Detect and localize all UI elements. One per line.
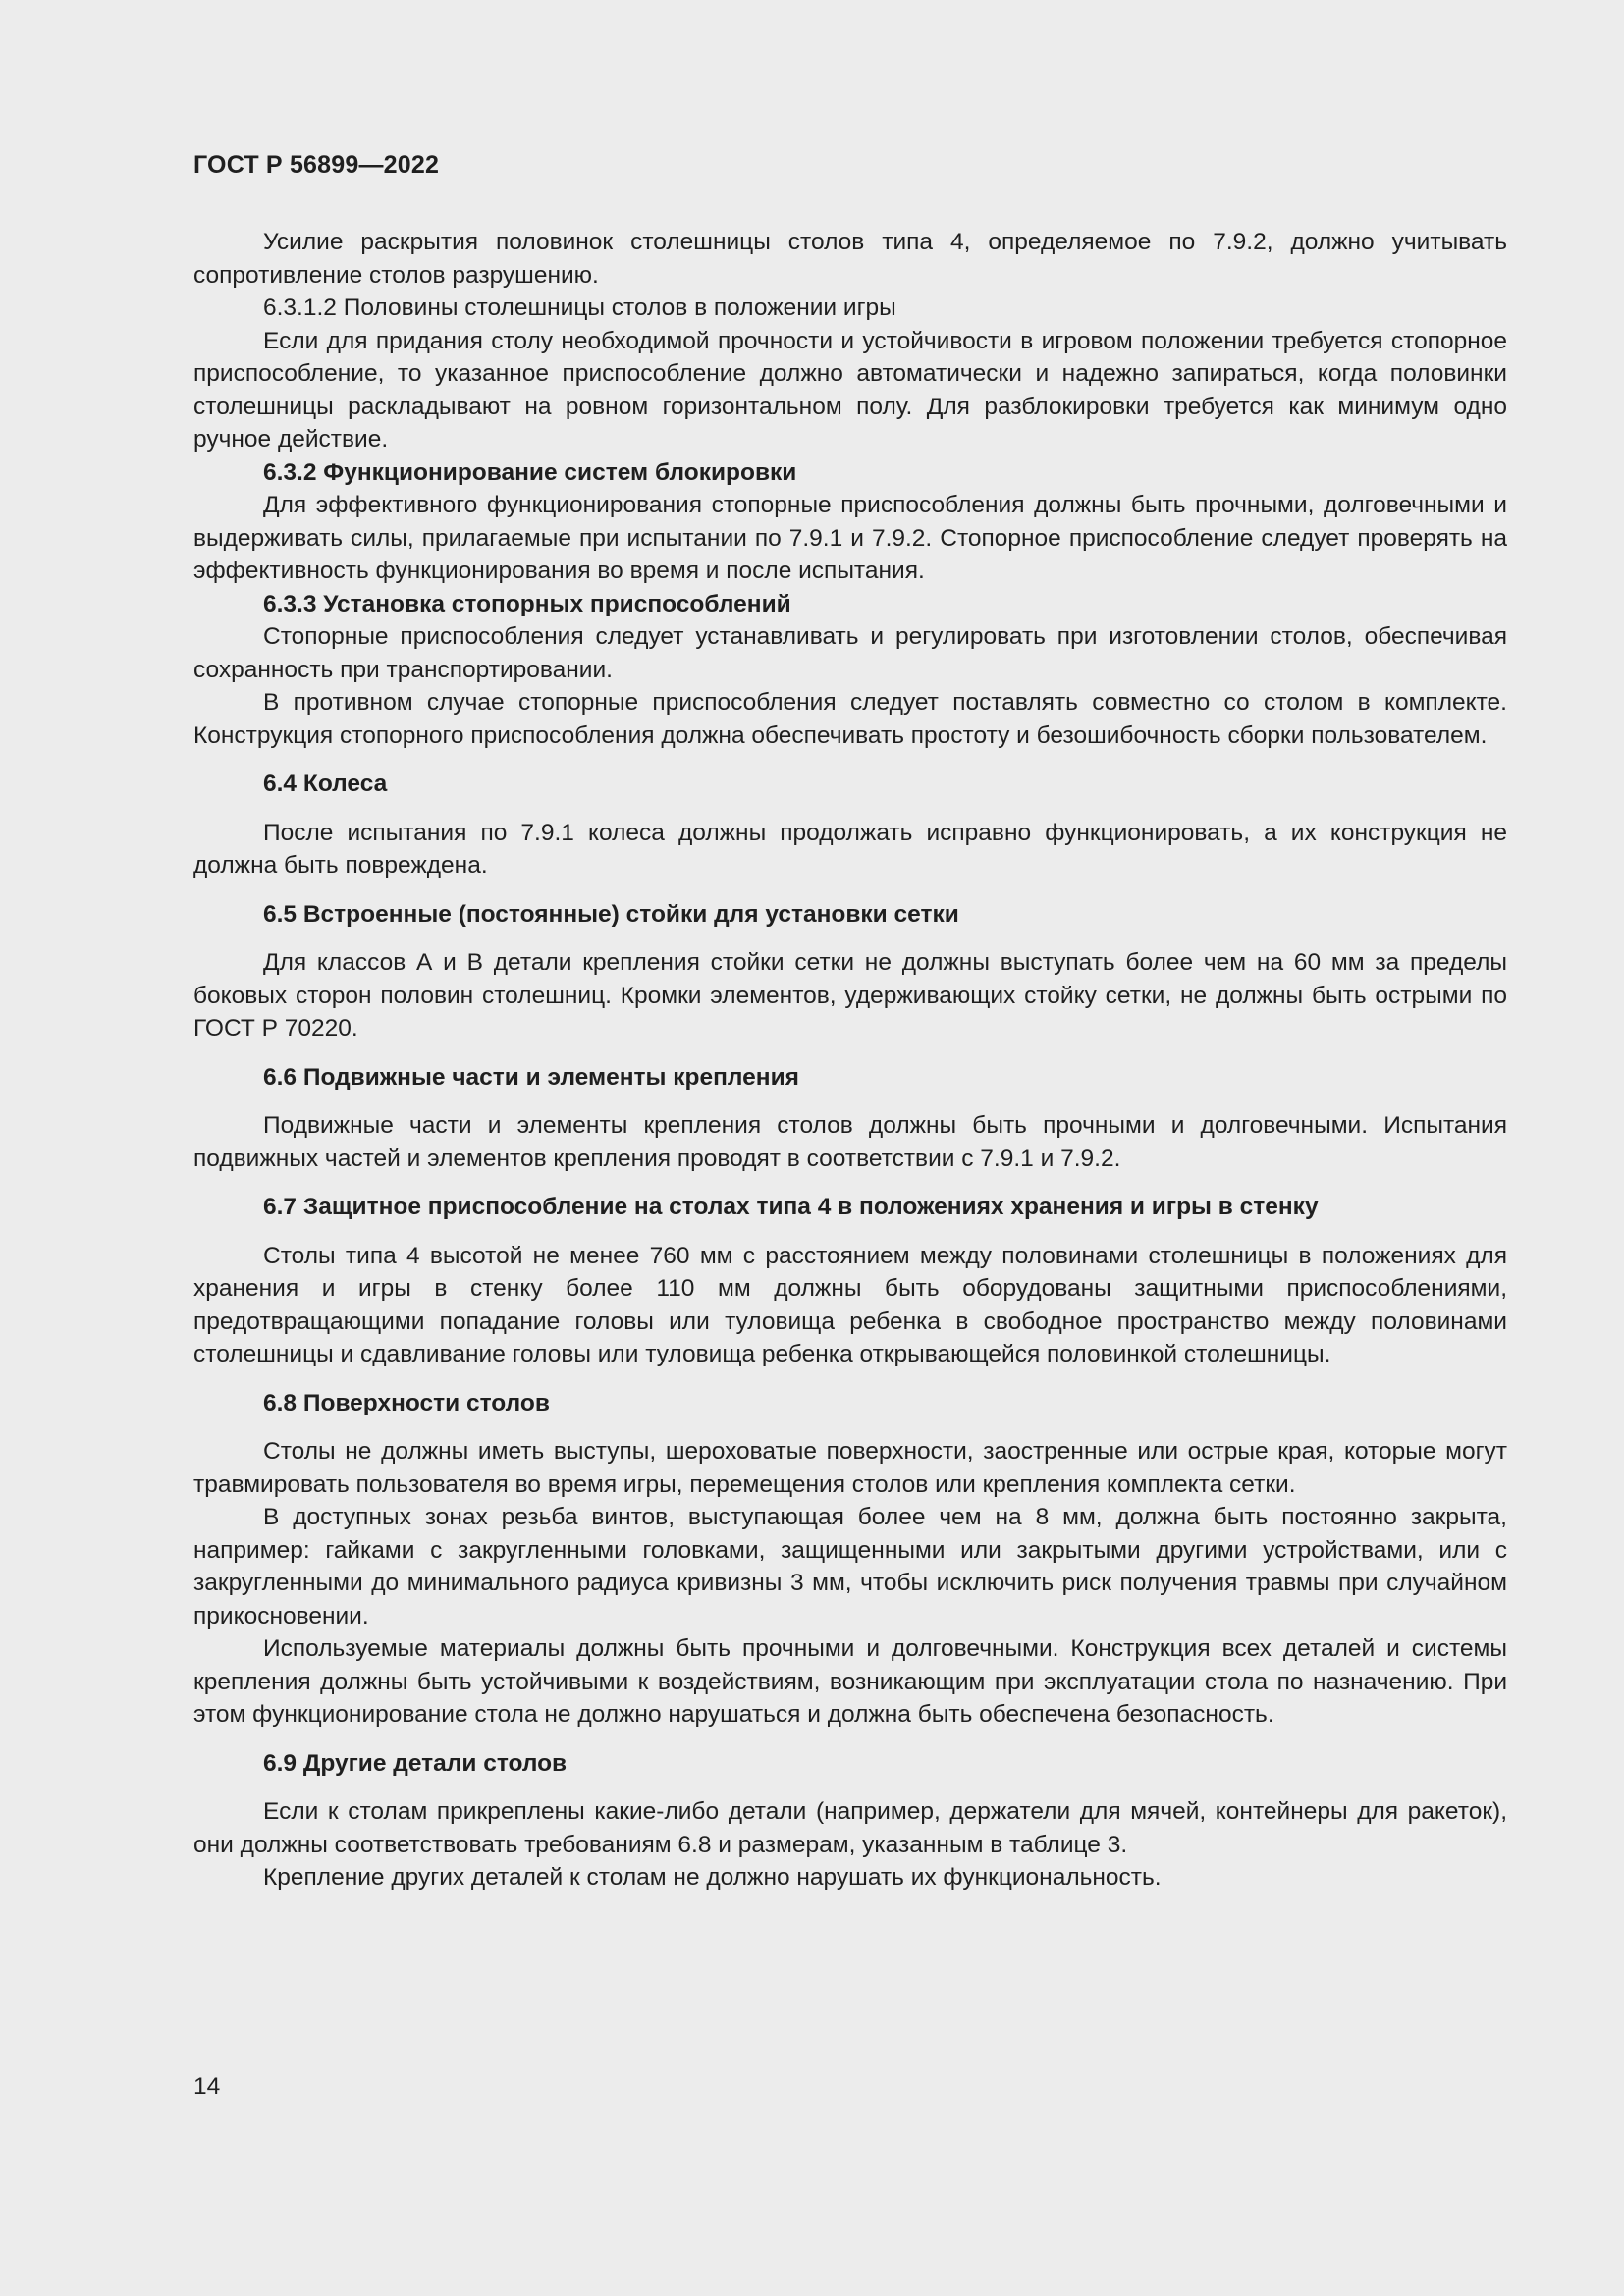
paragraph: Усилие раскрытия половинок столешницы столов типа 4, определяемое по 7.9.2, должно учитывать сопротивление столов разрушению. (193, 229, 1507, 289)
paragraph: Для классов А и В детали крепления стойки сетки не должны выступать более чем на 60 мм за пределы боковых сторон половин столешниц. Кромки элементов, удерживающих стойку сетки, не должны быть острыми по ГОСТ Р 70220. (193, 949, 1507, 1041)
paragraph: После испытания по 7.9.1 колеса должны продолжать исправно функционировать, а их конструкция не должна быть повреждена. (193, 819, 1507, 879)
section-heading: 6.8 Поверхности столов (263, 1389, 550, 1416)
section-heading: 6.7 Защитное приспособление на столах типа 4 в положениях хранения и игры в стенку (263, 1194, 1319, 1220)
paragraph: Если к столам прикреплены какие-либо детали (например, держатели для мячей, контейнеры для ракеток), они должны соответствовать требованиям 6.8 и размерам, указанным в таблице 3. (193, 1798, 1507, 1858)
paragraph: Если для придания столу необходимой прочности и устойчивости в игровом положении требуется стопорное приспособление, то указанное приспособление должно автоматически и надежно запираться, когда половинки столешницы раскладывают на ровном горизонтальном полу. Для разблокировки требуется как минимум одно ручное действие. (193, 327, 1507, 453)
paragraph: Для эффективного функционирования стопорные приспособления должны быть прочными, долговечными и выдерживать силы, прилагаемые при испытании по 7.9.1 и 7.9.2. Стопорное приспособление следует проверять на эффективность функционирования во время и после испытания. (193, 492, 1507, 584)
paragraph: Подвижные части и элементы крепления столов должны быть прочными и долговечными. Испытания подвижных частей и элементов крепления проводят в соответствии с 7.9.1 и 7.9.2. (193, 1112, 1507, 1172)
subclause-heading: 6.3.1.2 Половины столешницы столов в положении игры (263, 294, 896, 321)
document-content (193, 226, 1507, 1895)
paragraph: Крепление других деталей к столам не должно нарушать их функциональность. (263, 1864, 1162, 1891)
page-number: 14 (193, 2073, 221, 2100)
section-heading: 6.6 Подвижные части и элементы крепления (263, 1063, 799, 1091)
section-heading: 6.5 Встроенные (постоянные) стойки для установки сетки (263, 900, 959, 928)
paragraph: Стопорные приспособления следует устанавливать и регулировать при изготовлении столов, обеспечивая сохранность при транспортировании. (193, 623, 1507, 683)
section-heading: 6.3.2 Функционирование систем блокировки (263, 458, 797, 486)
document-header: ГОСТ Р 56899—2022 (193, 151, 440, 179)
paragraph: Столы не должны иметь выступы, шероховатые поверхности, заостренные или острые края, которые могут травмировать пользователя во время игры, перемещения столов или крепления комплекта сетки. (193, 1438, 1507, 1498)
paragraph: Столы типа 4 высотой не менее 760 мм с расстоянием между половинами столешницы в положениях для хранения и игры в стенку более 110 мм должны быть оборудованы защитными приспособлениями, предотвращающими попадание головы или туловища ребенка в свободное пространство между половинами столешницы и сдавливание головы или туловища ребенка открывающейся половинкой столешницы. (193, 1242, 1507, 1367)
section-heading: 6.3.3 Установка стопорных приспособлений (263, 590, 791, 617)
paragraph: Используемые материалы должны быть прочными и долговечными. Конструкция всех деталей и системы крепления должны быть устойчивыми к воздействиям, возникающим при эксплуатации стола по назначению. При этом функционирование стола не должно нарушаться и должна быть обеспечена безопасность. (193, 1635, 1507, 1728)
section-heading: 6.9 Другие детали столов (263, 1749, 568, 1777)
paragraph: В доступных зонах резьба винтов, выступающая более чем на 8 мм, должна быть постоянно закрыта, например: гайками с закругленными головками, защищенными или закрытыми другими устройствами, или с закругленными до минимального радиуса кривизны 3 мм, чтобы исключить риск получения травмы при случайном прикосновении. (193, 1504, 1507, 1629)
section-heading: 6.4 Колеса (263, 771, 388, 797)
paragraph: В противном случае стопорные приспособления следует поставлять совместно со столом в комплекте. Конструкция стопорного приспособления должна обеспечивать простоту и безошибочность сборки пользователем. (193, 689, 1507, 749)
